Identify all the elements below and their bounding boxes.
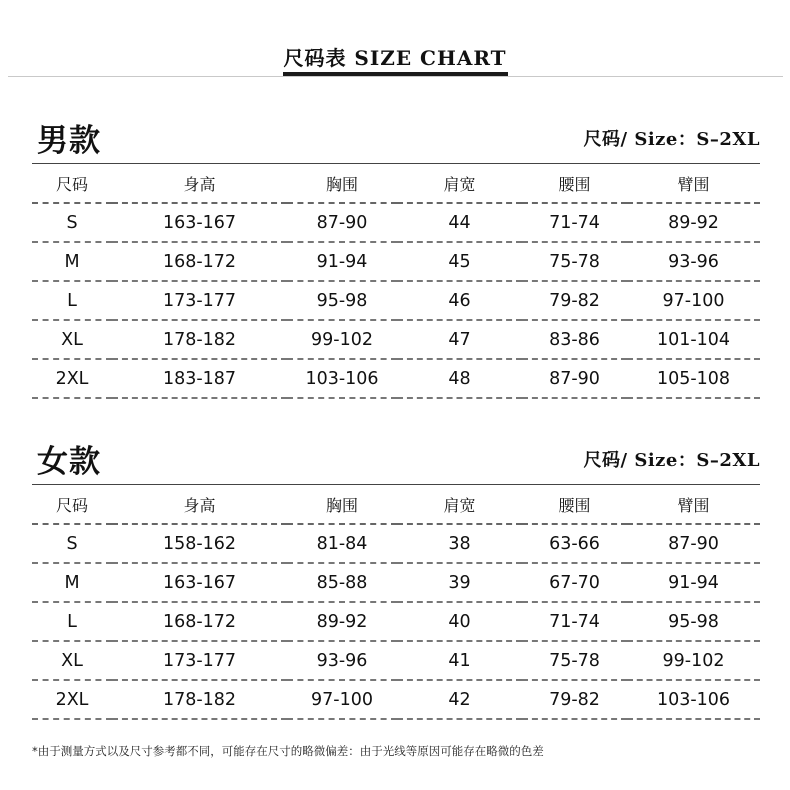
table-cell: 95-98 (627, 602, 760, 641)
table-cell: 163-167 (112, 203, 287, 242)
table-cell: 103-106 (627, 680, 760, 719)
section-men (32, 115, 760, 399)
table-row (32, 281, 760, 320)
table-cell: 168-172 (112, 602, 287, 641)
table-cell: 99-102 (627, 641, 760, 680)
table-cell: 91-94 (287, 242, 397, 281)
column-header-chest: 胸围 (287, 164, 397, 204)
table-cell: 40 (397, 602, 522, 641)
page-title: 尺码表 SIZE CHART (283, 46, 507, 70)
table-cell: 95-98 (287, 281, 397, 320)
table-cell: 2XL (32, 359, 112, 398)
table-cell: 71-74 (522, 203, 627, 242)
table-cell: 101-104 (627, 320, 760, 359)
table-cell: 93-96 (287, 641, 397, 680)
table-cell: 79-82 (522, 680, 627, 719)
section-title: 女款 (37, 444, 101, 480)
table-cell: 79-82 (522, 281, 627, 320)
table-cell: 71-74 (522, 602, 627, 641)
table-row (32, 524, 760, 563)
table-cell: 89-92 (627, 203, 760, 242)
column-header-height: 身高 (112, 485, 287, 525)
table-row (32, 359, 760, 398)
table-cell: L (32, 281, 112, 320)
table-cell: 97-100 (627, 281, 760, 320)
table-cell: 99-102 (287, 320, 397, 359)
table-cell: 45 (397, 242, 522, 281)
table-cell: 63-66 (522, 524, 627, 563)
column-header-size: 尺码 (32, 485, 112, 525)
table-cell: 158-162 (112, 524, 287, 563)
size-range-label: 尺码/ Size：S–2XL (583, 450, 760, 471)
column-header-chest: 胸围 (287, 485, 397, 525)
table-cell: 48 (397, 359, 522, 398)
title-underline-bar (283, 72, 508, 76)
table-cell: L (32, 602, 112, 641)
table-cell: 44 (397, 203, 522, 242)
column-header-shoulder: 肩宽 (397, 485, 522, 525)
table-cell: 105-108 (627, 359, 760, 398)
table-cell: 75-78 (522, 641, 627, 680)
section-title: 男款 (37, 123, 101, 159)
table-row (32, 680, 760, 719)
column-header-arm: 臂围 (627, 164, 760, 204)
table-row (32, 563, 760, 602)
table-cell: S (32, 524, 112, 563)
table-cell: 42 (397, 680, 522, 719)
table-cell: 87-90 (627, 524, 760, 563)
table-cell: 178-182 (112, 680, 287, 719)
section-header (32, 436, 760, 484)
table-header-row (32, 164, 760, 204)
footnote: *由于测量方式以及尺寸参考都不同，可能存在尺寸的略微偏差：由于光线等原因可能存在略微的色差 (32, 744, 544, 758)
table-cell: 91-94 (627, 563, 760, 602)
table-cell: M (32, 563, 112, 602)
table-row (32, 203, 760, 242)
column-header-shoulder: 肩宽 (397, 164, 522, 204)
column-header-arm: 臂围 (627, 485, 760, 525)
column-header-height: 身高 (112, 164, 287, 204)
table-cell: 87-90 (287, 203, 397, 242)
table-cell: 93-96 (627, 242, 760, 281)
table-cell: 47 (397, 320, 522, 359)
table-cell: 46 (397, 281, 522, 320)
column-header-waist: 腰围 (522, 485, 627, 525)
table-cell: XL (32, 641, 112, 680)
table-cell: 89-92 (287, 602, 397, 641)
table-cell: 85-88 (287, 563, 397, 602)
table-cell: 38 (397, 524, 522, 563)
table-cell: 39 (397, 563, 522, 602)
table-row (32, 242, 760, 281)
table-cell: 87-90 (522, 359, 627, 398)
column-header-size: 尺码 (32, 164, 112, 204)
table-cell: 2XL (32, 680, 112, 719)
table-cell: 163-167 (112, 563, 287, 602)
table-row (32, 320, 760, 359)
table-cell: 173-177 (112, 281, 287, 320)
table-cell: M (32, 242, 112, 281)
section-women (32, 436, 760, 720)
table-cell: 75-78 (522, 242, 627, 281)
table-row (32, 641, 760, 680)
table-cell: S (32, 203, 112, 242)
table-cell: 97-100 (287, 680, 397, 719)
column-header-waist: 腰围 (522, 164, 627, 204)
table-cell: XL (32, 320, 112, 359)
table-cell: 83-86 (522, 320, 627, 359)
table-cell: 178-182 (112, 320, 287, 359)
size-table-men (32, 163, 760, 399)
table-cell: 81-84 (287, 524, 397, 563)
table-cell: 67-70 (522, 563, 627, 602)
section-header (32, 115, 760, 163)
size-range-label: 尺码/ Size：S–2XL (583, 129, 760, 150)
table-row (32, 602, 760, 641)
table-cell: 173-177 (112, 641, 287, 680)
table-cell: 183-187 (112, 359, 287, 398)
table-cell: 103-106 (287, 359, 397, 398)
table-header-row (32, 485, 760, 525)
title-divider (8, 76, 783, 77)
table-cell: 41 (397, 641, 522, 680)
table-cell: 168-172 (112, 242, 287, 281)
size-table-women (32, 484, 760, 720)
